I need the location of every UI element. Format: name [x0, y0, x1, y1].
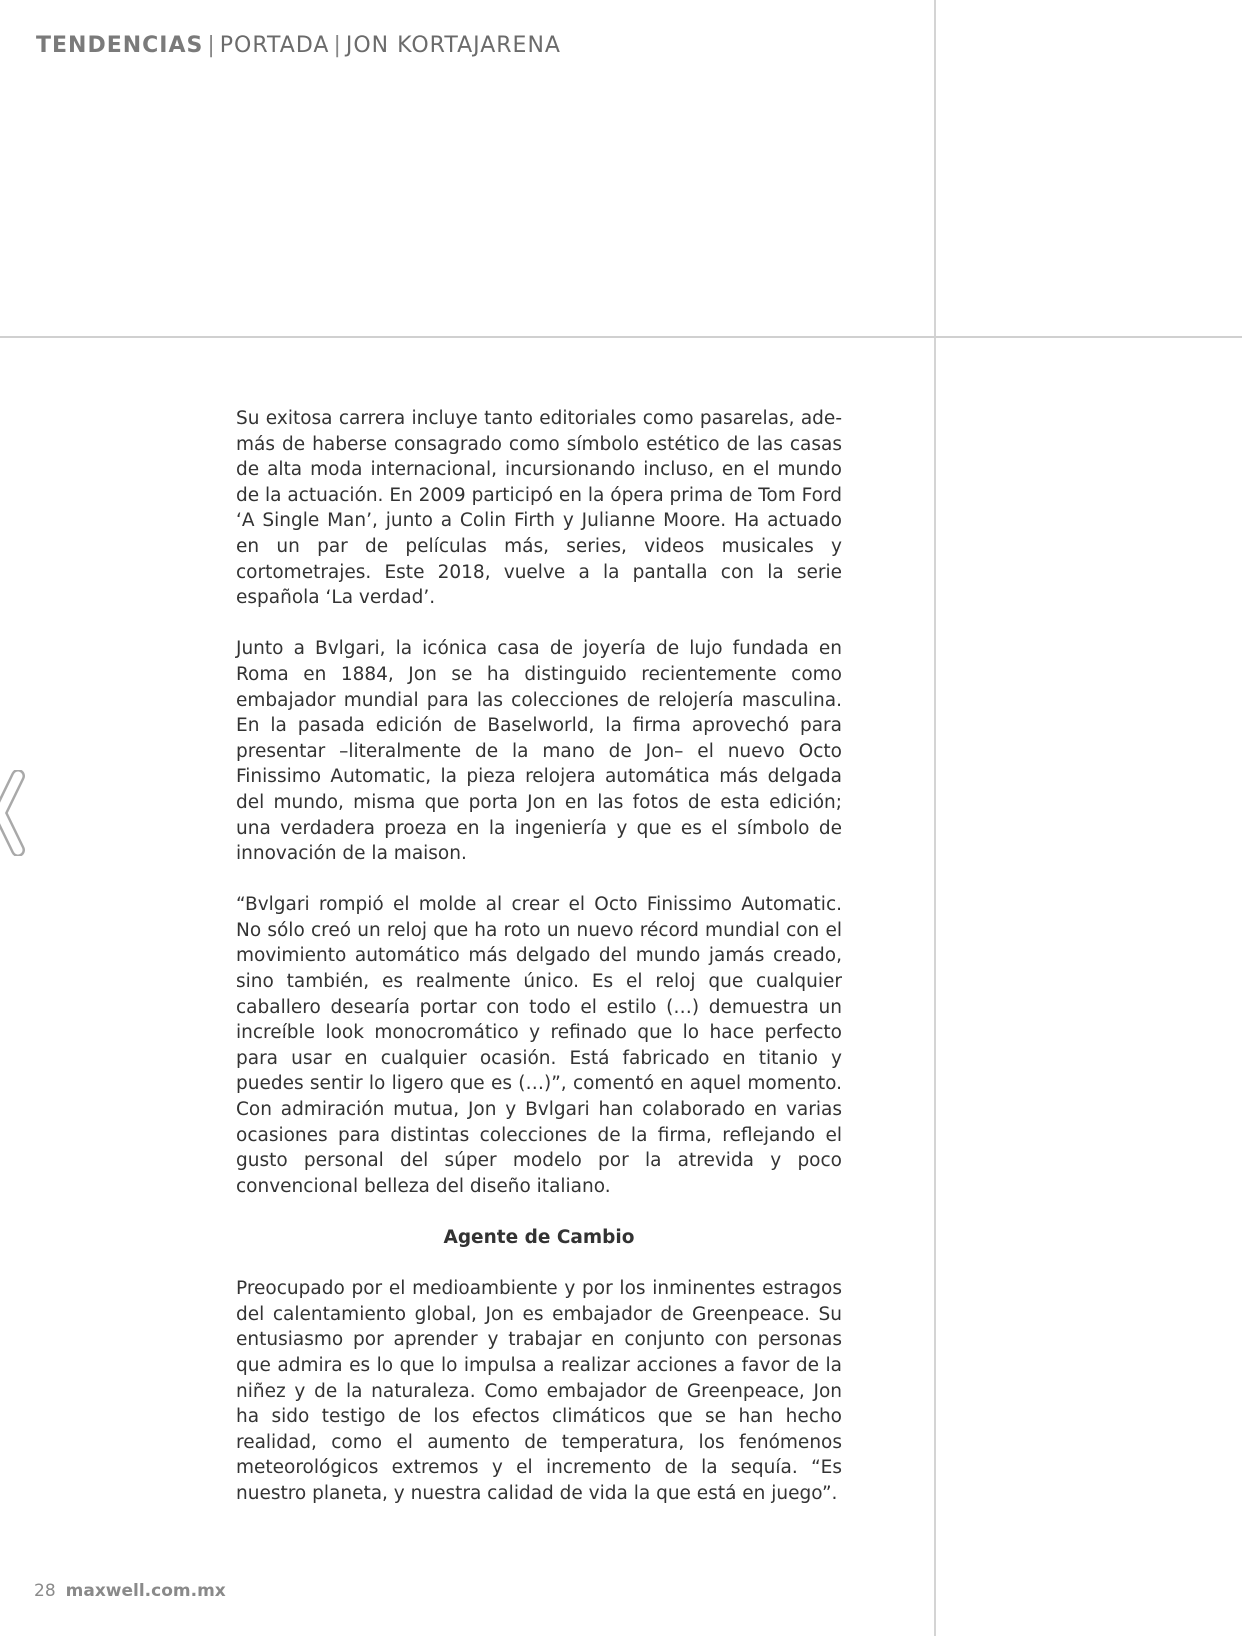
breadcrumb-subject: JON KORTAJARENA: [345, 33, 561, 58]
article-body: [236, 406, 842, 1532]
article-paragraph: Preocupado por el medioambiente y por los inminentes estragos del calentamiento global, Jon es embajador de Greenpeace. Su entusiasmo por aprender y trabajar en conjunto con personas que admira es lo que lo impulsa a realizar acciones a favor de la niñez y de la naturaleza. Como embajador de Greenpeace, Jon ha sido testigo de los efectos climáticos que se han hecho realidad, como el aumento de temperatura, los fenómenos meteorológicos extremos y el incremento de la sequía. “Es nuestro planeta, y nuestra calidad de vida la que está en juego”.: [236, 1278, 842, 1504]
breadcrumb-section: TENDENCIAS: [36, 33, 204, 58]
column-divider: [934, 0, 936, 1636]
horizontal-rule: [0, 336, 1242, 338]
breadcrumb-category: PORTADA: [219, 33, 330, 58]
article-paragraph: Junto a Bvlgari, la icónica casa de joyería de lujo fundada en Roma en 1884, Jon se ha distinguido recientemente como embajador mundial para las colecciones de relojería masculina. En la pasada edición de Baselworld, la firma aprovechó para presentar –literalmente de la mano de Jon– el nuevo Octo Finissimo Automatic, la pieza relojera automática más delgada del mundo, misma que porta Jon en las fotos de esta edición; una verdadera proeza en la ingeniería y que es el símbolo de innovación de la maison.: [236, 638, 842, 865]
site-url[interactable]: maxwell.com.mx: [65, 1581, 226, 1601]
page-footer: [34, 1581, 226, 1601]
article-subheading: Agente de Cambio: [443, 1227, 635, 1248]
chevron-left-icon[interactable]: [0, 770, 30, 856]
breadcrumb-separator: |: [207, 33, 216, 58]
page-number: 28: [34, 1581, 56, 1601]
article-paragraph: “Bvlgari rompió el molde al crear el Octo Finissimo Automatic. No sólo creó un reloj que ha roto un nuevo récord mundial con el movimiento automático más delgado del mundo jamás creado, sino también, es realmente único. Es el reloj que cualquier caballero desearía portar con todo el estilo (…) demuestra un increíble look monocromático y refinado que lo hace perfecto para usar en cualquier ocasión. Está fabricado en titanio y puedes sentir lo ligero que es (…)”, comentó en aquel momento. Con admiración mutua, Jon y Bvlgari han colaborado en varias ocasiones para distintas colecciones de la firma, reflejando el gusto personal del súper modelo por la atrevida y poco convencional belleza del diseño italiano.: [236, 894, 842, 1197]
section-breadcrumb: [36, 33, 561, 58]
article-paragraph: Su exitosa carrera incluye tanto editoriales como pasarelas, además de haberse consagrado como símbolo estético de las casas de alta moda internacional, incursionando incluso, en el mundo de la actuación. En 2009 participó en la ópera prima de Tom Ford ‘A Single Man’, junto a Colin Firth y Julianne Moore. Ha actuado en un par de películas más, series, videos musicales y cortometrajes. Este 2018, vuelve a la pantalla con la serie española ‘La verdad’.: [236, 408, 842, 609]
breadcrumb-separator: |: [333, 33, 342, 58]
